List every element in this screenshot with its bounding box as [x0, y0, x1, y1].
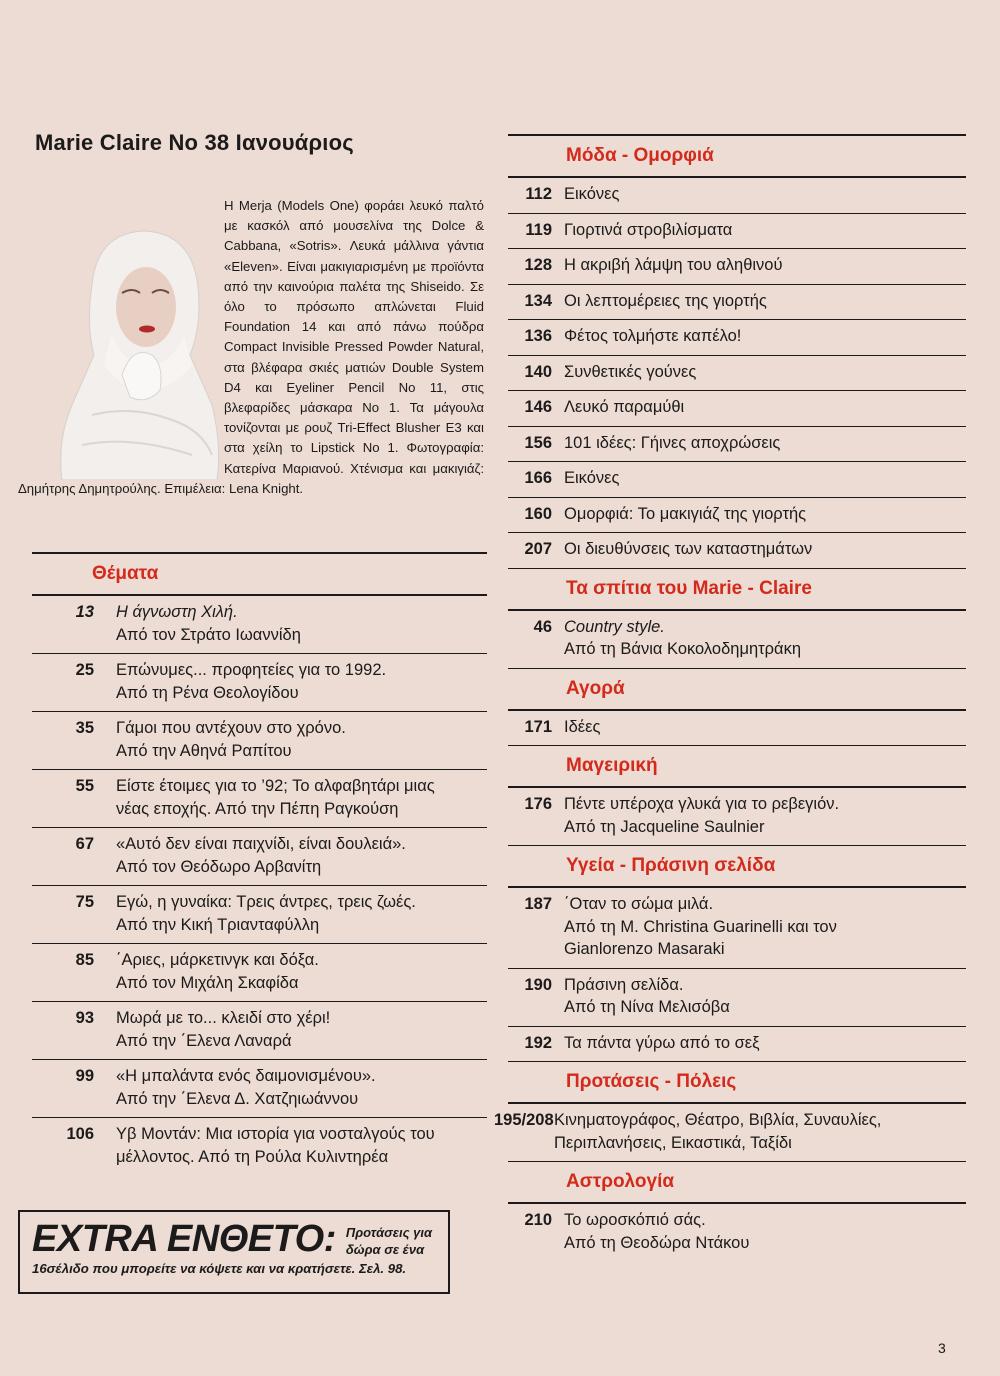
section-heading-spitia: Τα σπίτια του Marie - Claire: [508, 569, 966, 611]
toc-entry-byline: Από τη Θεοδώρα Ντάκου: [564, 1233, 750, 1252]
toc-entry-title: Είστε έτοιμες για το ’92; Το αλφαβητάρι μιας: [116, 777, 435, 795]
toc-page-number: 35: [75, 719, 94, 737]
toc-page-number: 160: [524, 504, 552, 523]
toc-page-number: 146: [524, 398, 552, 416]
toc-entry-byline: Από τον Μιχάλη Σκαφίδα: [116, 973, 299, 992]
toc-page-number: 13: [75, 603, 94, 621]
cover-caption: [18, 196, 484, 506]
toc-page-number: 190: [524, 975, 552, 994]
toc-page-number: 176: [524, 795, 552, 813]
toc-entry-title: Τα πάντα γύρω από το σεξ: [564, 1033, 760, 1052]
toc-entry[interactable]: [32, 596, 487, 654]
section-heading-ygeia: Υγεία - Πράσινη σελίδα: [508, 846, 966, 888]
toc-page-number: 119: [525, 220, 552, 239]
toc-page-number: 171: [524, 717, 552, 736]
toc-page-number: 55: [75, 777, 94, 795]
toc-entry[interactable]: [508, 498, 966, 534]
toc-page-number: 187: [524, 895, 552, 913]
toc-entry-title: 101 ιδέες: Γήινες αποχρώσεις: [564, 433, 781, 452]
toc-page-number: 46: [533, 617, 552, 636]
toc-entry-title: Οι διευθύνσεις των καταστημάτων: [564, 540, 813, 558]
toc-entry-byline: Από τη M. Christina Guarinelli και τον: [564, 917, 837, 936]
toc-entry-byline: μέλλοντος. Από τη Ρούλα Κυλιντηρέα: [116, 1147, 389, 1166]
section-heading-protaseis: Προτάσεις - Πόλεις: [508, 1062, 966, 1104]
toc-entry-byline: Από τη Βάνια Κοκολοδημητράκη: [564, 640, 801, 658]
extra-bottom-text: 16σέλιδο που μπορείτε να κόψετε και να κρατήσετε. Σελ. 98.: [32, 1261, 407, 1276]
section-heading-agora: Αγορά: [508, 669, 966, 711]
section-heading-themata: Θέματα: [32, 552, 487, 596]
toc-entry[interactable]: [32, 886, 487, 944]
toc-entry-byline: Από τον Στράτο Ιωαννίδη: [116, 625, 301, 644]
toc-entry[interactable]: [508, 391, 966, 427]
toc-entry-title: Κινηματογράφος, Θέατρο, Βιβλία, Συναυλίες,: [554, 1111, 882, 1129]
toc-entry[interactable]: [508, 533, 966, 569]
toc-page-number: 136: [524, 327, 552, 345]
toc-entry[interactable]: [508, 462, 966, 498]
toc-entry[interactable]: [508, 1027, 966, 1063]
toc-entry[interactable]: [508, 356, 966, 392]
toc-entry-title: Οι λεπτομέρειες της γιορτής: [564, 291, 767, 310]
toc-entry-title: ΄Οταν το σώμα μιλά.: [564, 895, 714, 913]
toc-entry[interactable]: [32, 1002, 487, 1060]
toc-entry-title: Γάμοι που αντέχουν στο χρόνο.: [116, 719, 346, 737]
toc-entry[interactable]: [32, 944, 487, 1002]
section-heading-mageiriki: Μαγειρική: [508, 746, 966, 788]
toc-page-number: 156: [524, 433, 552, 452]
magazine-issue-title: Marie Claire No 38 Ιανουάριος: [35, 130, 354, 155]
toc-entry[interactable]: [32, 712, 487, 770]
toc-entry-title: «Αυτό δεν είναι παιχνίδι, είναι δουλειά».: [116, 835, 406, 853]
toc-entry-title: Εικόνες: [564, 185, 620, 203]
toc-entry-title: Υβ Μοντάν: Μια ιστορία για νοσταλγούς του: [116, 1125, 435, 1143]
toc-entry[interactable]: [508, 178, 966, 214]
toc-page-number: 106: [66, 1125, 94, 1143]
toc-entry[interactable]: [32, 770, 487, 828]
toc-entry-title: Country style.: [564, 617, 665, 636]
toc-entry[interactable]: [508, 611, 966, 669]
toc-entry-byline: Περιπλανήσεις, Εικαστικά, Ταξίδι: [554, 1133, 792, 1152]
toc-entry-title: Επώνυμες... προφητείες για το 1992.: [116, 661, 387, 679]
toc-entry[interactable]: [508, 320, 966, 356]
toc-entry[interactable]: [32, 828, 487, 886]
section-heading-astrologia: Αστρολογία: [508, 1162, 966, 1204]
toc-entry[interactable]: [508, 788, 966, 846]
toc-entry[interactable]: [494, 1104, 966, 1162]
toc-entry[interactable]: [508, 888, 966, 969]
toc-page-number: 192: [524, 1033, 552, 1052]
toc-entry-byline-cont: Gianlorenzo Masaraki: [564, 940, 725, 958]
toc-entry-byline: Από την Κική Τριανταφύλλη: [116, 915, 320, 934]
toc-entry[interactable]: [508, 969, 966, 1027]
toc-entry[interactable]: [32, 654, 487, 712]
toc-entry-title: Λευκό παραμύθι: [564, 398, 685, 416]
toc-entry[interactable]: [508, 1204, 966, 1261]
toc-page-number: 128: [524, 256, 552, 274]
toc-page-number: 93: [75, 1009, 94, 1027]
extra-side-text: Προτάσεις για δώρα σε ένα: [345, 1225, 433, 1257]
toc-entry-byline: νέας εποχής. Από την Πέπη Ραγκούση: [116, 799, 399, 818]
cover-caption-text: Η Merja (Models One) φοράει λευκό παλτό με κασκόλ από μουσελίνα της Dolce & Cabbana, «Sotris». Λευκά μάλλινα γάντια «Eleven». Είναι μακιγιαρισμένη με προϊόντα από την καινούρια παλέτα της Shiseido. Σε όλο το πρόσωπο απλώνεται Fluid Foundation 14 και από πάνω πούδρα Compact Invisible Pressed Powder Natural, στα βλέφαρα σκιές ματιών Double System D4 και Eyeliner Pencil No 11, στις βλεφαρίδες μάσκαρα No 1. Τα μάγουλα τονίζονται με ρουζ Tri-Effect Blusher E3 και στα χείλη το Lipstick No 1. Φωτογραφία: Κατερίνα Μαριανού. Χτένισμα και μακιγιάζ: Δημήτρης Δημητρούλης. Επιμέλεια: Lena Knight.: [18, 198, 484, 496]
toc-page-number: 140: [524, 362, 552, 381]
toc-right-column: [494, 134, 966, 1261]
toc-entry-byline: Από την ΄Ελενα Δ. Χατζηιωάννου: [116, 1089, 359, 1108]
toc-entry-byline: Από τη Ρένα Θεολογίδου: [116, 683, 299, 702]
toc-entry-byline: Από την ΄Ελενα Λαναρά: [116, 1031, 292, 1050]
toc-entry-byline: Από τη Νίνα Μελισόβα: [564, 998, 730, 1016]
toc-page-number: 207: [524, 540, 552, 558]
toc-page-number: 99: [75, 1067, 94, 1085]
toc-entry[interactable]: [508, 249, 966, 285]
toc-entry-title: Φέτος τολμήστε καπέλο!: [564, 327, 742, 345]
toc-entry[interactable]: [508, 427, 966, 463]
toc-page-number: 67: [75, 835, 94, 853]
toc-page-number: 25: [75, 661, 94, 679]
toc-page-number: 195/208: [494, 1111, 554, 1129]
toc-entry[interactable]: [508, 285, 966, 321]
toc-entry-title: Πράσινη σελίδα.: [564, 975, 684, 994]
toc-entry-title: Ομορφιά: Το μακιγιάζ της γιορτής: [564, 504, 807, 523]
toc-entry-title: Η ακριβή λάμψη του αληθινού: [564, 256, 783, 274]
page-number: 3: [938, 1340, 946, 1356]
toc-entry[interactable]: [508, 711, 966, 747]
toc-page-number: 112: [525, 185, 552, 203]
toc-entry-byline: Από την Αθηνά Ραπίτου: [116, 741, 292, 760]
toc-entry-title: ΄Αριες, μάρκετινγκ και δόξα.: [116, 951, 319, 969]
toc-page-number: 166: [524, 469, 552, 487]
extra-headline: EXTRA ΕΝΘΕΤΟ:: [32, 1218, 336, 1260]
toc-entry-byline: Από τον Θεόδωρο Αρβανίτη: [116, 857, 322, 876]
toc-page-number: 85: [75, 951, 94, 969]
toc-entry[interactable]: [508, 214, 966, 250]
toc-entry-title: Μωρά με το... κλειδί στο χέρι!: [116, 1009, 331, 1027]
toc-entry-title: Ιδέες: [564, 717, 601, 736]
toc-page-number: 75: [75, 893, 94, 911]
toc-entry-byline: Από τη Jacqueline Saulnier: [564, 817, 765, 836]
toc-page-number: 134: [524, 291, 552, 310]
toc-page-number: 210: [524, 1211, 552, 1229]
section-heading-moda: Μόδα - Ομορφιά: [508, 134, 966, 178]
toc-entry-title: Συνθετικές γούνες: [564, 362, 697, 381]
toc-entry[interactable]: [32, 1118, 487, 1175]
toc-entry-title: «Η μπαλάντα ενός δαιμονισμένου».: [116, 1067, 376, 1085]
toc-entry[interactable]: [32, 1060, 487, 1118]
toc-entry-title: Πέντε υπέροχα γλυκά για το ρεβεγιόν.: [564, 795, 840, 813]
extra-insert-box: [18, 1210, 450, 1294]
toc-left-column: [32, 552, 487, 1175]
toc-entry-title: Η άγνωστη Χιλή.: [116, 603, 238, 621]
toc-entry-title: Εικόνες: [564, 469, 620, 487]
toc-entry-title: Εγώ, η γυναίκα: Τρεις άντρες, τρεις ζωές.: [116, 893, 416, 911]
toc-entry-title: Το ωροσκόπιό σάς.: [564, 1211, 706, 1229]
toc-entry-title: Γιορτινά στροβιλίσματα: [564, 220, 733, 239]
